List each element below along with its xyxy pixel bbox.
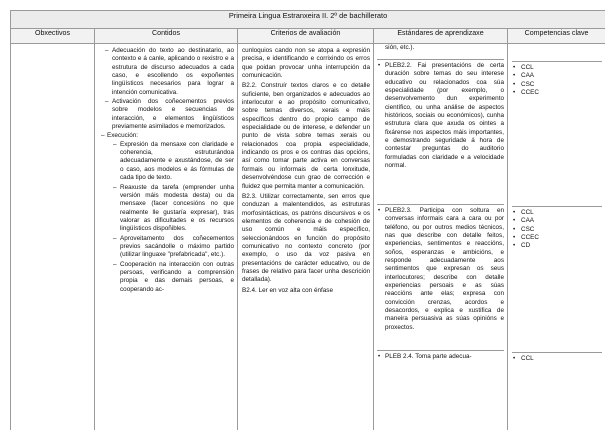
execution-section (99, 132, 234, 294)
estandares-cell (374, 44, 508, 431)
contido-item: – Adecuación do texto ao destinatario, ao contexto e á canle, aplicando o rexistro e a estrutura de discurso adecuados a cada caso, e escollendo os expoñentes lingüísticos necesarios para lograr a intención comunicativa. (112, 47, 234, 97)
criterio-item: cunloquios cando non se atopa a expresión precisa, e identificando e corrixindo os erros que poidan provocar unha interrupción da comunicación. (242, 47, 370, 80)
execution-label: Execución: (107, 132, 139, 140)
header-obxectivos: Obxectivos (11, 29, 95, 44)
competencias-group (512, 353, 602, 365)
competencia-item: • CD (521, 242, 602, 250)
curriculum-page (10, 10, 605, 430)
contido-item: – Expresión da mensaxe con claridade e coherencia, estruturándoa adecuadamente e axustándose, de ser o caso, aos modelos e ás fórmulas de cada tipo de texto. (120, 141, 234, 183)
header-competencias: Competencias clave (508, 29, 606, 44)
competencia-item: • CSC (521, 81, 602, 89)
estandar-item: • PLEB2.2. Fai presentacións de certa duración sobre temas do seu interese educativo ou relacionados coa súa especialidade (por exemplo, o desenvolvemento dun experimento científico, ou unha análise de aspectos históricos, sociais ou económicos), cunha estrutura clara que axuda os ointes a fixárense nos aspectos máis importantes, e demostrando seguridade á hora de contestar preguntas do auditorio formuladas con claridade e a velocidade normal. (377, 60, 504, 205)
competencia-item: • CSC (521, 226, 602, 234)
header-contidos: Contidos (95, 29, 238, 44)
obxectivos-cell (11, 44, 95, 431)
competencia-item: • CAA (521, 217, 602, 225)
competencias-cell (508, 44, 606, 431)
competencias-group (512, 207, 602, 353)
competencia-item: • CCEC (521, 89, 602, 97)
estandar-item: • PLEB2.3. Participa con soltura en conversas informais cara a cara ou por teléfono, ou por outros medios técnicos, nas que describe con detalle feitos, experiencias, sentimentos e reaccións, soños, esperanzas e ambicións, e responde adecuadamente aos sentimentos que expresan os seus interlocutores; describe con detalle experiencias persoais e as súas reaccións ante elas; expresa con convicción crenzas, acordos e desacordos, e explica e xustifica de maneira persuasiva as súas opinións e proxectos. (377, 205, 504, 351)
contido-item: – Activación dos coñecementos previos sobre modelos e secuencias de interacción, e elementos lingüísticos previamente asimilados e memorizados. (112, 98, 234, 131)
header-criterios: Criterios de avaliación (238, 29, 374, 44)
contido-item: – Aproveitamento dos coñecementos previos sacándolle o máximo partido (utilizar linguaxe "prefabricada", etc.). (120, 235, 234, 260)
criterio-item: B2.2. Construír textos claros e co detalle suficiente, ben organizados e adecuados ao interlocutor e ao propósito comunicativo, sobre temas diversos, xerais e máis específicos dentro do propio campo de especialidade ou de interese, e defender un punto de vista sobre temas xerais ou relacionados coa propia especialidade, indicando os pros e os contras das opcións, así como tomar parte activa en conversas formais ou informais de certa lonxitude, desenvolvéndose cun grao de corrección e fluidez que permita manter a comunicación. (242, 82, 370, 190)
competencia-item: • CCL (521, 355, 602, 363)
competencias-group (512, 44, 602, 62)
contidos-group-2 (107, 141, 234, 294)
header-estandares: Estándares de aprendizaxe (374, 29, 508, 44)
criterios-cell (238, 44, 374, 431)
competencia-item: • CCL (521, 64, 602, 72)
criterio-item: B2.4. Ler en voz alta con énfase (242, 286, 333, 294)
competencia-item: • CCEC (521, 234, 602, 242)
estandar-item: sión, etc.). (377, 44, 504, 60)
contido-item: – Cooperación na interacción con outras persoas, verificando a comprensión propia e das demais persoas, e cooperando ac- (120, 261, 234, 294)
table-title: Primeira Lingua Estranxeira II. 2º de bachillerato (11, 11, 606, 29)
curriculum-table (10, 10, 605, 430)
competencia-item: • CAA (521, 72, 602, 80)
contido-item: – Reaxuste da tarefa (emprender unha versión máis modesta desta) ou da mensaxe (facer concesións no que realmente lle gustaría expresar), tras valorar as dificultades e os recursos lingüísticos dispoñibles. (120, 184, 234, 234)
criterio-item: B2.3. Utilizar correctamente, sen erros que conduzan a malentendidos, as estruturas morfosintácticas, os patróns discursivos e os elementos de coherencia e de cohesión de uso común e máis específico, seleccionándoos en función do propósito comunicativo no contexto concreto (por exemplo, o uso da voz pasiva en presentacións de carácter educativo, ou de frases de relativo para facer unha descrición detallada). (242, 192, 370, 284)
contidos-group-1 (99, 47, 234, 131)
competencias-group (512, 62, 602, 207)
contidos-cell (95, 44, 238, 431)
competencia-item: • CCL (521, 209, 602, 217)
estandar-item: • PLEB 2.4. Toma parte adecua- (377, 351, 504, 363)
